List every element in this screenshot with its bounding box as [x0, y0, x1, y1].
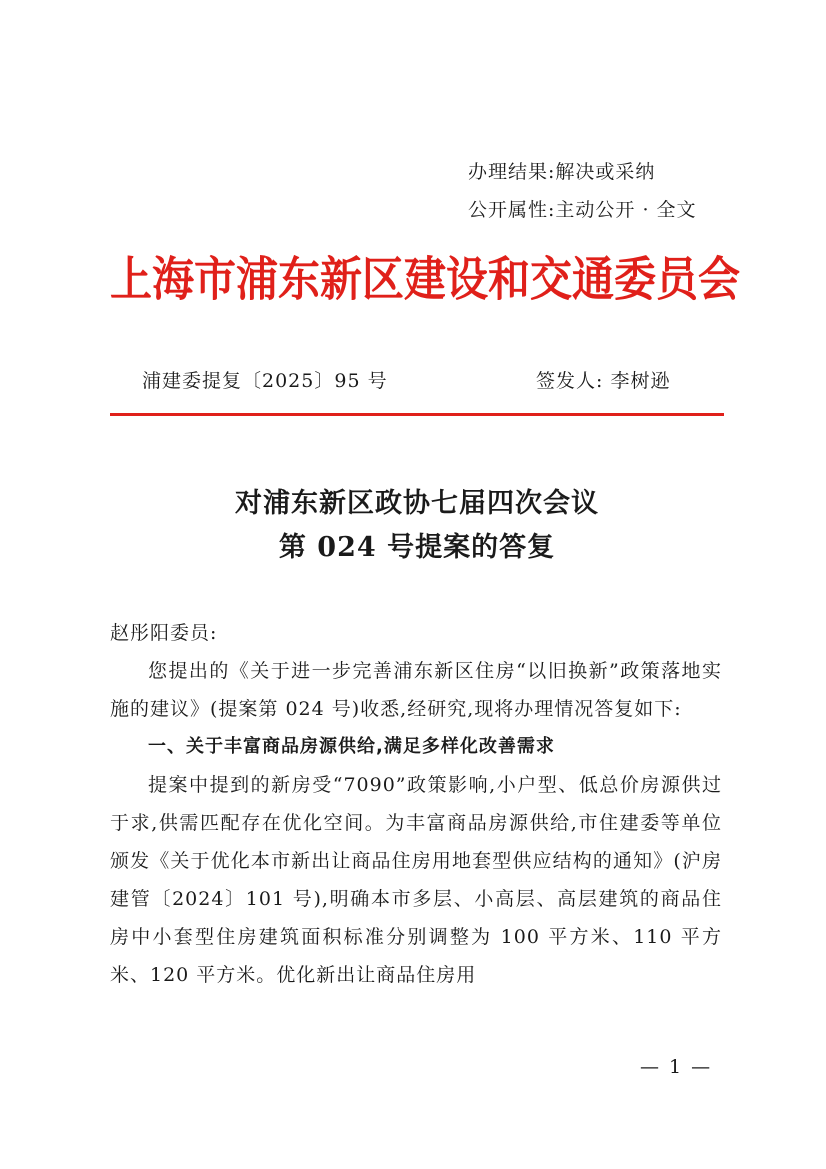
document-number: 浦建委提复〔2025〕95 号	[142, 370, 388, 392]
disclosure-attribute-label: 公开属性:	[468, 199, 556, 221]
agency-masthead: 上海市浦东新区建设和交通委员会	[110, 252, 741, 307]
signer-line	[536, 368, 670, 394]
document-title-line-2: 第 024 号提案的答复	[278, 532, 556, 563]
document-title-line-1: 对浦东新区政协七届四次会议	[235, 488, 599, 519]
page-number: — 1 —	[640, 1056, 713, 1078]
masthead-red-divider	[110, 413, 724, 416]
section-1-heading: 一、关于丰富商品房源供给,满足多样化改善需求	[148, 736, 555, 757]
signer-label: 签发人:	[536, 370, 604, 392]
handling-result-line	[468, 160, 655, 184]
salutation: 赵彤阳委员:	[110, 622, 218, 644]
document-body	[110, 614, 722, 994]
handling-result-value: 解决或采纳	[555, 161, 656, 183]
signer-name: 李树逊	[610, 370, 671, 392]
disclosure-attribute-value: 主动公开 · 全文	[555, 199, 697, 221]
section-1-paragraph: 提案中提到的新房受“7090”政策影响,小户型、低总价房源供过于求,供需匹配存在优化空间。为丰富商品房源供给,市住建委等单位颁发《关于优化本市新出让商品住房用地套型供应结构的通知》(沪房建管〔2024〕101 号),明确本市多层、小高层、高层建筑的商品住房中小套型住房建筑面积标准分别调整为 100 平方米、110 平方米、120 平方米。优化新出让商品住房用	[110, 774, 722, 986]
handling-result-label: 办理结果:	[468, 161, 556, 183]
disclosure-attribute-line	[468, 198, 697, 222]
intro-paragraph: 您提出的《关于进一步完善浦东新区住房“以旧换新”政策落地实施的建议》(提案第 024 号)收悉,经研究,现将办理情况答复如下:	[110, 660, 722, 720]
